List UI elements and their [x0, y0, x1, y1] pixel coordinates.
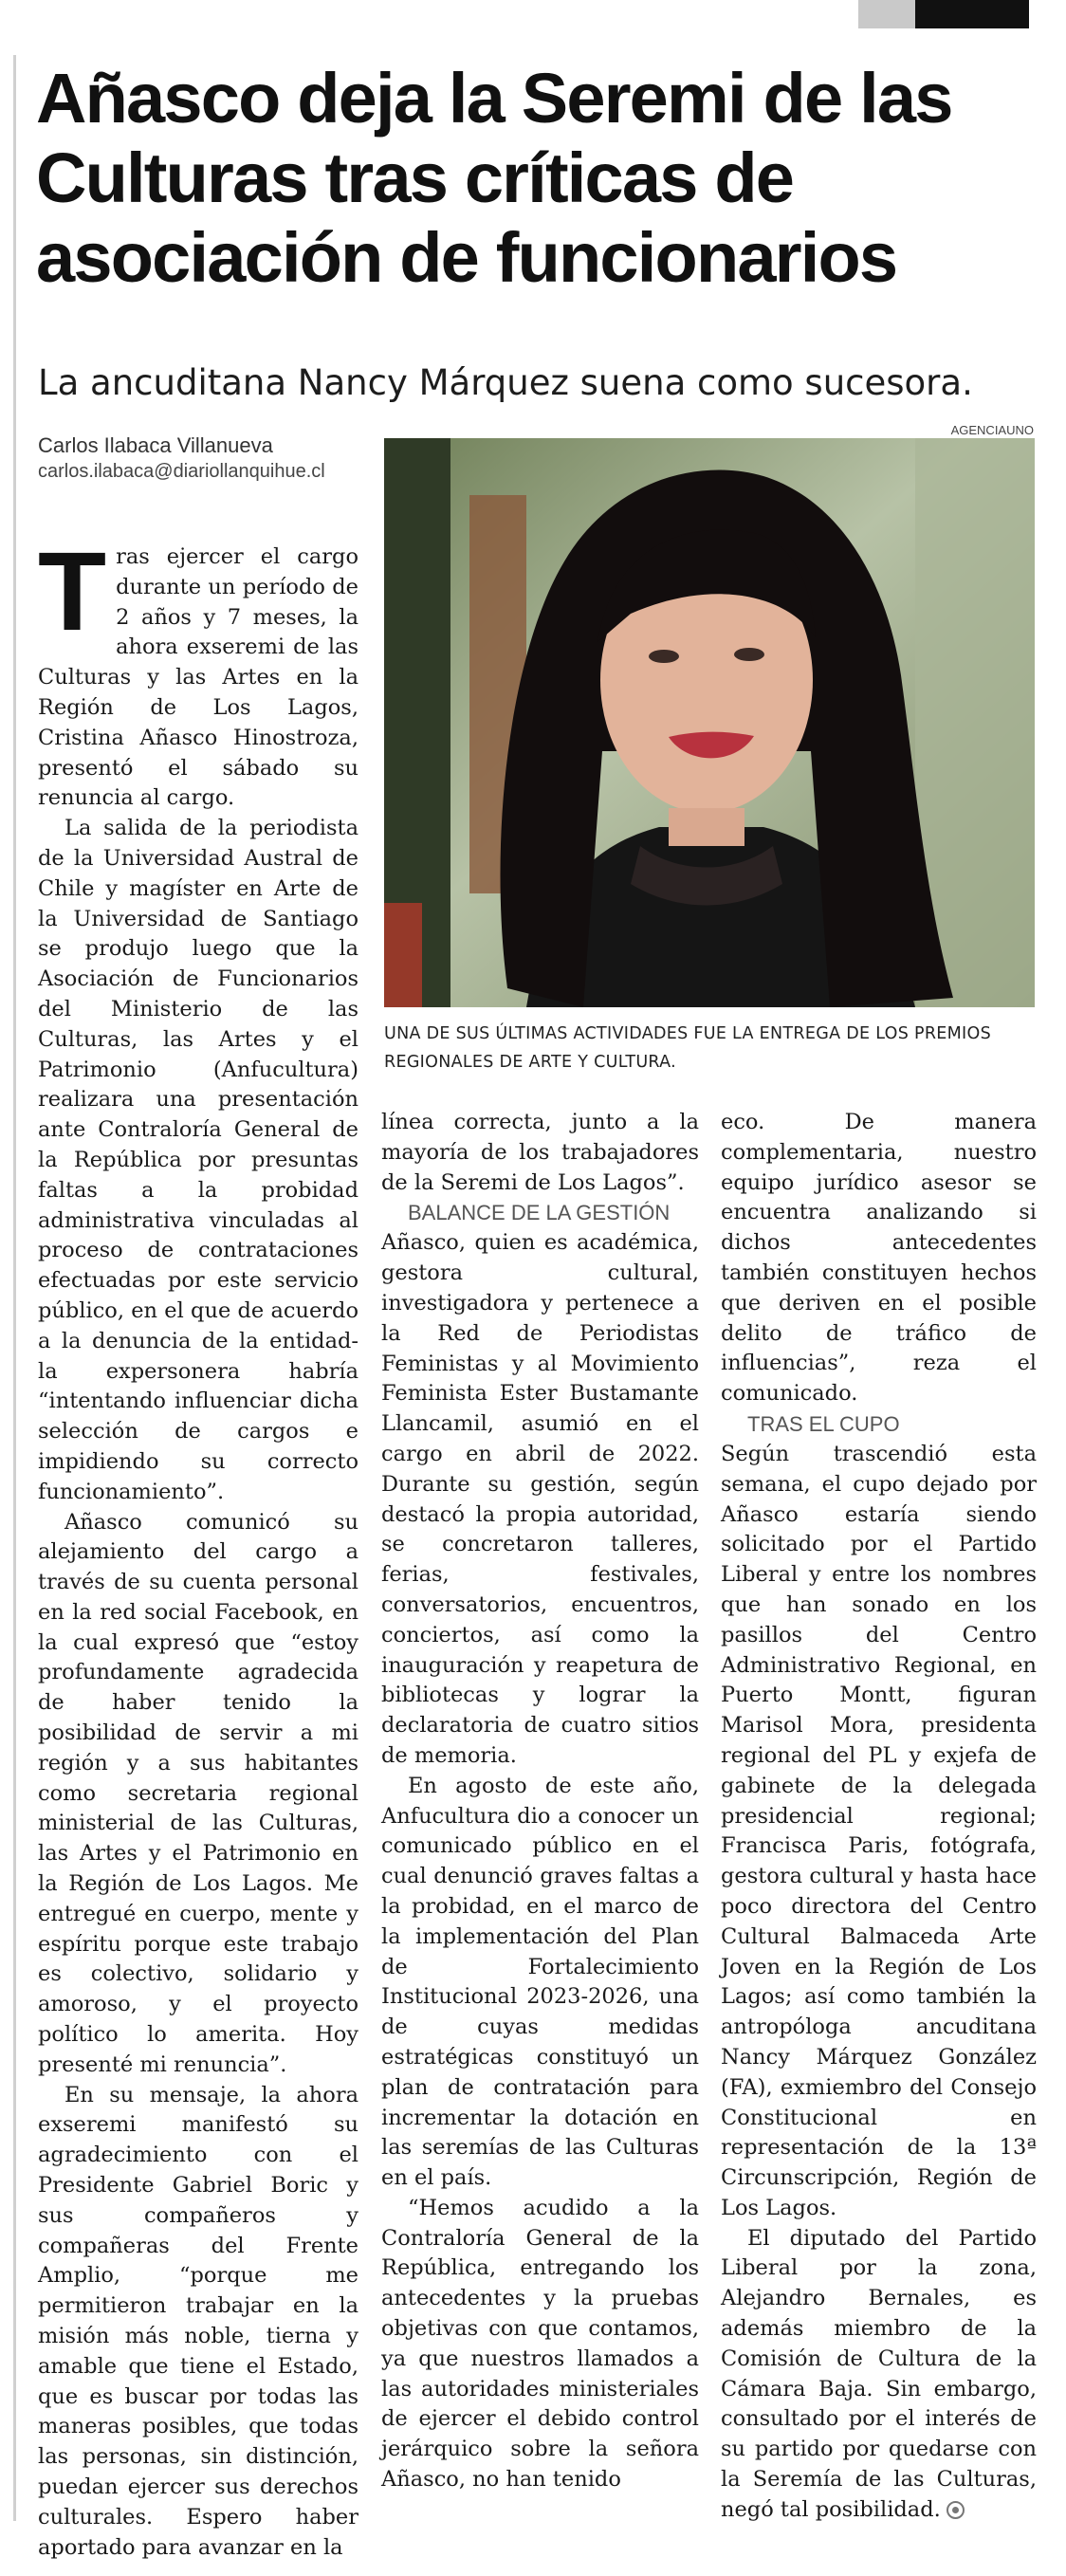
- subheading-tras-el-cupo: TRAS EL CUPO: [747, 1411, 900, 1436]
- end-of-article-icon: [947, 2501, 965, 2519]
- portrait-illustration: [384, 438, 1035, 1007]
- byline: [38, 432, 370, 484]
- paragraph-9-text: El diputado del Partido Liberal por la zona, Alejandro Bernales, es además miembro de la Comisión de Cultura de la Cámara Baja. Sin embargo, consultado por el interés de su partido por quedarse con la Seremía de las Culturas, negó tal posibilidad.: [721, 2225, 1037, 2522]
- headline: Añasco deja la Seremi de las Culturas tras críticas de asociación de funcionarios: [36, 59, 952, 297]
- article-paragraph-4: En su mensaje, la ahora exseremi manifestó su agradecimiento con el Presidente Gabriel Boric y sus compañeros y compañeras del Frente Amplio, “porque me permitieron trabajar en la misión más noble, tierna y amable que tiene el Estado, que es buscar por todas las maneras posibles, que todas las personas, sin distinción, puedan ejercer sus derechos culturales. Espero haber aportado para avanzar en la: [38, 2082, 358, 2560]
- article-paragraph-8: Según trascendió esta semana, el cupo dejado por Añasco estaría siendo solicitado por el Partido Liberal y entre los nombres que han sonado en los pasillos del Centro Administrativo Regional, en Puerto Montt, figuran Marisol Mora, presidenta regional del PL y exjefa de gabinete de la delegada presidencial regional; Francisca Paris, fotógrafa, gestora cultural y hasta hace poco directora del Centro Cultural Balmaceda Arte Joven en la Región de Los Lagos; así como también la antropóloga ancuditana Nancy Márquez González (FA), exmiembro del Consejo Constitucional en representación de la 13ª Circunscripción, Región de Los Lagos.: [721, 1441, 1037, 2220]
- article-paragraph-1: [38, 529, 358, 814]
- deck-subtitle: La ancuditana Nancy Márquez suena como sucesora.: [38, 362, 973, 403]
- byline-email: carlos.ilabaca@diariollanquihue.cl: [38, 461, 325, 482]
- top-bar-grey-block: [858, 0, 915, 28]
- page-top-bar: [0, 0, 1066, 28]
- article-photo: [384, 438, 1035, 1007]
- article-paragraph-2: La salida de la periodista de la Universidad Austral de Chile y magíster en Arte de la Universidad de Santiago se produjo luego que la Asociación de Funcionarios del Ministerio de las Culturas, las Artes y el Patrimonio (Anfucultura) realizara una presentación ante Contraloría General de la República por presuntas faltas a la probidad administrativa vinculadas al proceso de contrataciones efectuadas por este servicio público, en el que de acuerdo a la denuncia de la entidad- la expersonera habría “intentando influenciar dicha selección de cargos e impidiendo su correcto funcionamiento”.: [38, 816, 358, 1504]
- byline-author: Carlos Ilabaca Villanueva: [38, 433, 273, 457]
- article-column-2: [381, 1108, 699, 2495]
- article-column-3: [721, 1108, 1037, 2526]
- article-paragraph-5: Añasco, quien es académica, gestora cultural, investigadora y pertenece a la Red de Periodistas Feministas y al Movimiento Feminista Ester Bustamante Llancamil, asumió en el cargo en abril de 2022. Durante su gestión, según destacó la propia autoridad, se concretaron talleres, ferias, festivales, conversatorios, encuentros, conciertos, así como la inauguración y reapetura de bibliotecas y lograr la declaratoria de cuatro sitios de memoria.: [381, 1230, 699, 1768]
- article-paragraph-7-continued: eco. De manera complementaria, nuestro equipo jurídico asesor se encuentra analizando si dichos antecedentes también constituyen hechos que deriven en el posible delito de tráfico de influencias”, reza el comunicado.: [721, 1110, 1037, 1407]
- drop-cap: T: [38, 529, 107, 654]
- article-paragraph-9: [721, 2224, 1037, 2526]
- photo-credit: AGENCIAUNO: [950, 423, 1034, 437]
- article-paragraph-4-continued: línea correcta, junto a la mayoría de los trabajadores de la Seremi de Los Lagos”.: [381, 1110, 699, 1195]
- photo-caption: UNA DE SUS ÚLTIMAS ACTIVIDADES FUE LA ENTREGA DE LOS PREMIOS REGIONALES DE ARTE Y CULTURA.: [384, 1024, 991, 1072]
- article-paragraph-6: En agosto de este año, Anfucultura dio a conocer un comunicado público en el cual denunció graves faltas a la probidad, en el marco de la implementación del Plan de Fortalecimiento Institucional 2023-2026, una de cuyas medidas estratégicas constituyó un plan de contratación para incrementar la dotación en las seremías de las Culturas en el país.: [381, 1773, 699, 2191]
- paragraph-1-text: ras ejercer el cargo durante un período de 2 años y 7 meses, la ahora exseremi de las Culturas y las Artes en la Región de Los Lagos, Cristina Añasco Hinostroza, presentó el sábado su renuncia al cargo.: [38, 544, 358, 811]
- article-paragraph-3: Añasco comunicó su alejamiento del cargo a través de su cuenta personal en la red social Facebook, en la cual expresó que “estoy profundamente agradecida de haber tenido la posibilidad de servir a mi región y a sus habitantes como secretaria regional ministerial de las Culturas, las Artes y el Patrimonio en la Región de Los Lagos. Me entregué en cuerpo, mente y espíritu porque este trabajo es colectivo, solidario y amoroso, y el proyecto político lo amerita. Hoy presenté mi renuncia”.: [38, 1509, 358, 2077]
- article-paragraph-7: “Hemos acudido a la Contraloría General de la República, entregando los antecedentes y la pruebas objetivas con que contamos, ya que nuestros llamados a las autoridades ministeriales de ejercer el debido control jerárquico sobre la señora Añasco, no han tenido: [381, 2195, 699, 2493]
- article-column-1: [38, 529, 358, 2563]
- subheading-balance: BALANCE DE LA GESTIÓN: [408, 1201, 671, 1225]
- top-bar-black-block: [915, 0, 1029, 28]
- left-margin-rule: [13, 55, 16, 2521]
